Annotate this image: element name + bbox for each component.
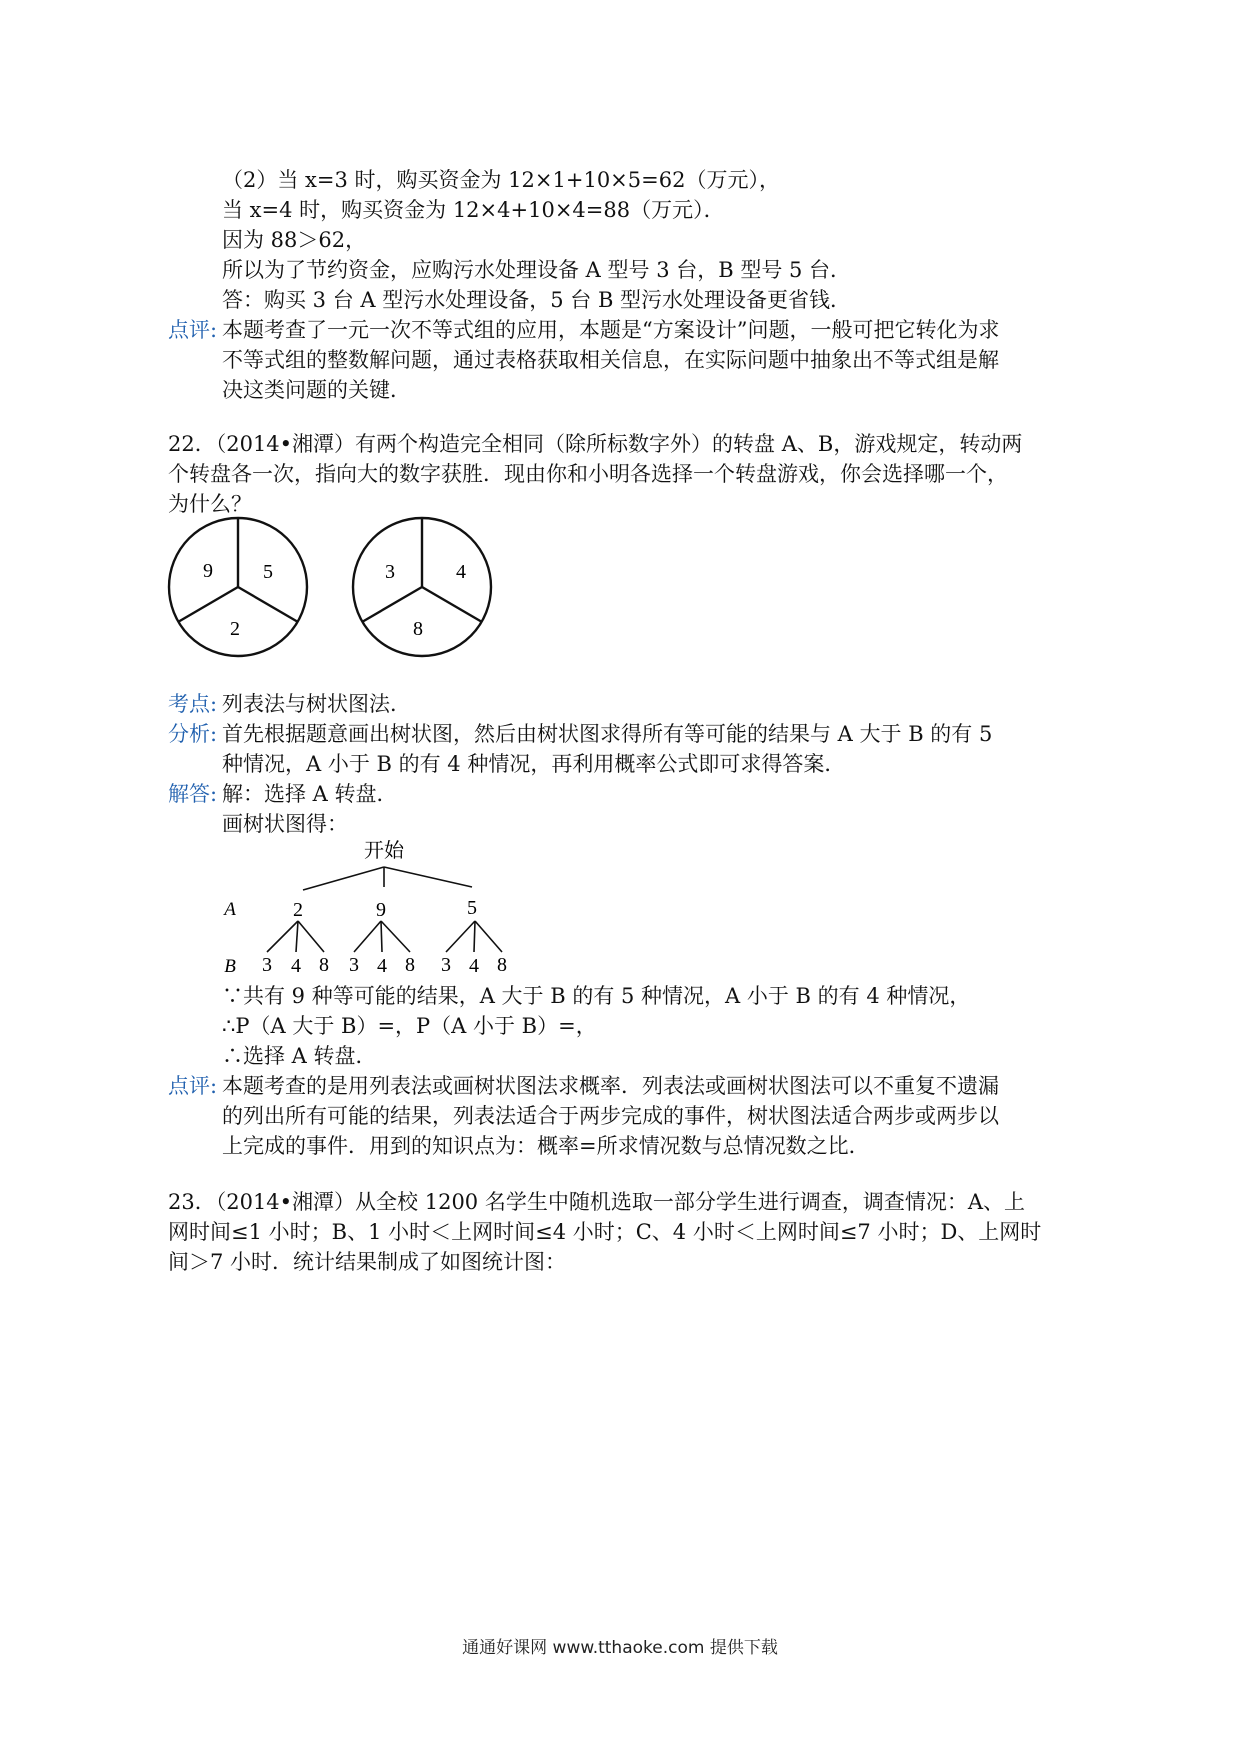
comment21-line-2: 不等式组的整数解问题，通过表格获取相关信息，在实际问题中抽象出不等式组是解 <box>222 348 999 372</box>
spinner-b-sector-bottom: 8 <box>413 618 423 640</box>
comment22-label: 点评: <box>168 1074 218 1098</box>
tree-root: 开始 <box>364 838 404 862</box>
tree-a-node-3: 5 <box>467 897 477 919</box>
tree-a-node-1: 2 <box>293 899 303 921</box>
tree-a-node-2: 9 <box>376 899 386 921</box>
q23-line-2: 网时间≤1 小时；B、1 小时＜上网时间≤4 小时；C、4 小时＜上网时间≤7 小时；D、上网时 <box>168 1220 1042 1244</box>
spinner-a-sector-bottom: 2 <box>230 618 240 640</box>
comment22-line-1: 本题考查的是用列表法或画树状图法求概率．列表法或画树状图法可以不重复不遗漏 <box>222 1074 999 1098</box>
kaodian-text: 列表法与树状图法． <box>222 692 411 716</box>
tree-b-node: 3 <box>349 954 359 976</box>
conclusion-line-2: ∴P（A 大于 B）=，P（A 小于 B）=， <box>222 1014 597 1038</box>
q23-line-1: 23．（2014•湘潭）从全校 1200 名学生中随机选取一部分学生进行调查，调查情况：A、上 <box>168 1190 1026 1214</box>
comment21-label: 点评: <box>168 318 218 342</box>
tree-b-node: 8 <box>497 954 507 976</box>
comment21-line-3: 决这类问题的关键． <box>222 378 411 402</box>
part2-line-2: 当 x=4 时，购买资金为 12×4+10×4=88（万元）． <box>222 198 725 222</box>
tree-b-node: 4 <box>377 955 387 977</box>
tree-b-node: 8 <box>405 954 415 976</box>
fenxi-line-1: 首先根据题意画出树状图，然后由树状图求得所有等可能的结果与 A 大于 B 的有 5 <box>222 722 993 746</box>
part2-line-1: （2）当 x=3 时，购买资金为 12×1+10×5=62（万元）， <box>222 168 780 192</box>
tree-b-node: 3 <box>262 954 272 976</box>
comment21-line-1: 本题考查了一元一次不等式组的应用，本题是“方案设计”问题，一般可把它转化为求 <box>222 318 1000 342</box>
jieda-label: 解答: <box>168 782 218 806</box>
spinner-b <box>353 518 491 656</box>
part2-line-3: 因为 88＞62， <box>222 228 367 252</box>
q23-line-3: 间＞7 小时．统计结果制成了如图统计图： <box>168 1250 567 1274</box>
conclusion-line-3: ∴选择 A 转盘． <box>222 1044 377 1068</box>
kaodian-label: 考点: <box>168 692 218 716</box>
tree-level-b-label: B <box>224 956 236 977</box>
jieda-line-2: 画树状图得： <box>222 812 348 836</box>
tree-b-node: 4 <box>291 955 301 977</box>
fenxi-label: 分析: <box>168 722 218 746</box>
spinners-figure <box>160 510 510 670</box>
part2-answer: 答：购买 3 台 A 型污水处理设备，5 台 B 型污水处理设备更省钱． <box>222 288 852 312</box>
spinner-a <box>169 518 307 656</box>
spinner-a-sector-left: 9 <box>203 560 213 582</box>
spinner-a-sector-right: 5 <box>263 561 273 583</box>
comment22-line-3: 上完成的事件．用到的知识点为：概率=所求情况数与总情况数之比． <box>222 1134 870 1158</box>
q22-line-1: 22．（2014•湘潭）有两个构造完全相同（除所标数字外）的转盘 A、B，游戏规定，转动两 <box>168 432 1023 456</box>
tree-b-node: 3 <box>441 954 451 976</box>
conclusion-line-1: ∵共有 9 种等可能的结果，A 大于 B 的有 5 种情况，A 小于 B 的有 4 种情况， <box>222 984 971 1008</box>
spinner-b-sector-left: 3 <box>385 561 395 583</box>
q22-line-2: 个转盘各一次，指向大的数字获胜．现由你和小明各选择一个转盘游戏，你会选择哪一个， <box>168 462 1008 486</box>
tree-diagram <box>210 835 530 980</box>
comment22-line-2: 的列出所有可能的结果，列表法适合于两步完成的事件，树状图法适合两步或两步以 <box>222 1104 999 1128</box>
spinner-b-sector-right: 4 <box>456 561 466 583</box>
tree-b-node: 8 <box>319 954 329 976</box>
tree-level-a-label: A <box>224 899 236 920</box>
q22-line-3: 为什么？ <box>168 492 252 516</box>
tree-b-node: 4 <box>469 955 479 977</box>
page-footer: 通通好课网 www.tthaoke.com 提供下载 <box>462 1638 778 1658</box>
fenxi-line-2: 种情况，A 小于 B 的有 4 种情况，再利用概率公式即可求得答案． <box>222 752 846 776</box>
part2-line-4: 所以为了节约资金，应购污水处理设备 A 型号 3 台，B 型号 5 台． <box>222 258 852 282</box>
jieda-line-1: 解：选择 A 转盘． <box>222 782 398 806</box>
